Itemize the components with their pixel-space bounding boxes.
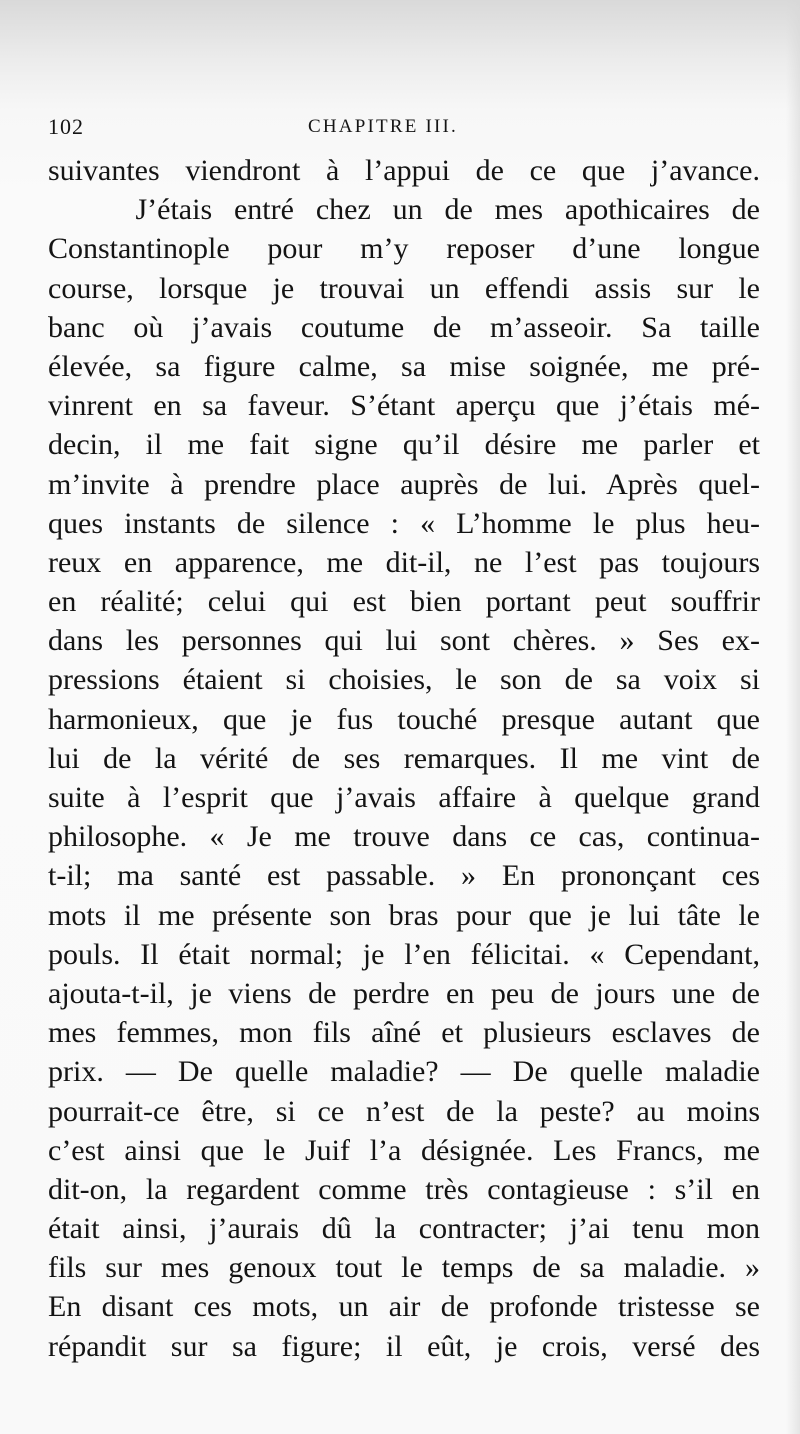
page-edge-shadow <box>786 0 800 1434</box>
text-line: mes femmes, mon fils aîné et plusieurs esclaves de <box>48 1016 760 1050</box>
text-line: suite à l’esprit que j’avais affaire à quelque grand <box>48 781 760 814</box>
text-line: lui de la vérité de ses remarques. Il me vint de <box>48 741 760 775</box>
text-line: decin, il me fait signe qu’il désire me parler et <box>48 428 760 462</box>
text-line: m’invite à prendre place auprès de lui. Après quel- <box>48 467 760 501</box>
text-line: pressions étaient si choisies, le son de sa voix si <box>48 663 760 697</box>
text-line: reux en apparence, me dit-il, ne l’est pas toujours <box>48 545 760 579</box>
text-line: ajouta-t-il, je viens de perdre en peu de jours une de <box>48 976 760 1010</box>
text-line: pouls. Il était normal; je l’en félicitai. « Cependant, <box>48 937 760 971</box>
text-line: En disant ces mots, un air de profonde tristesse se <box>48 1290 760 1324</box>
text-line: c’est ainsi que le Juif l’a désignée. Les Francs, me <box>48 1133 760 1167</box>
body-text <box>48 151 760 1366</box>
text-line: élevée, sa figure calme, sa mise soignée, me pré- <box>48 349 760 383</box>
text-line: harmonieux, que je fus touché presque autant que <box>48 702 760 736</box>
text-line: prix. — De quelle maladie? — De quelle maladie <box>48 1055 760 1089</box>
running-head <box>48 114 760 144</box>
text-line: était ainsi, j’aurais dû la contracter; j’ai tenu mon <box>48 1212 760 1246</box>
text-line: suivantes viendront à l’appui de ce que j’avance. <box>48 154 760 187</box>
text-line: fils sur mes genoux tout le temps de sa maladie. » <box>48 1251 760 1285</box>
text-line: philosophe. « Je me trouve dans ce cas, continua- <box>48 820 760 854</box>
text-line: en réalité; celui qui est bien portant peut souffrir <box>48 585 760 619</box>
text-line: Constantinople pour m’y reposer d’une longue <box>48 232 760 266</box>
text-line: banc où j’avais coutume de m’asseoir. Sa taille <box>48 310 760 344</box>
text-line: course, lorsque je trouvai un effendi assis sur le <box>48 271 760 305</box>
text-line: ques instants de silence : « L’homme le plus heu- <box>48 506 760 540</box>
text-line: vinrent en sa faveur. S’étant aperçu que j’étais mé- <box>48 389 760 423</box>
text-line: répandit sur sa figure; il eût, je crois, versé des <box>48 1329 760 1363</box>
text-line: mots il me présente son bras pour que je lui tâte le <box>48 898 760 932</box>
text-line: t-il; ma santé est passable. » En prononçant ces <box>48 859 760 893</box>
text-line: dans les personnes qui lui sont chères. » Ses ex- <box>48 624 760 658</box>
chapter-title: CHAPITRE III. <box>308 116 458 137</box>
text-line: dit-on, la regardent comme très contagieuse : s’il en <box>48 1172 760 1206</box>
page-number: 102 <box>48 114 84 139</box>
text-line: pourrait-ce être, si ce n’est de la peste? au moins <box>48 1094 760 1128</box>
text-line: J’étais entré chez un de mes apothicaires de <box>48 193 760 227</box>
